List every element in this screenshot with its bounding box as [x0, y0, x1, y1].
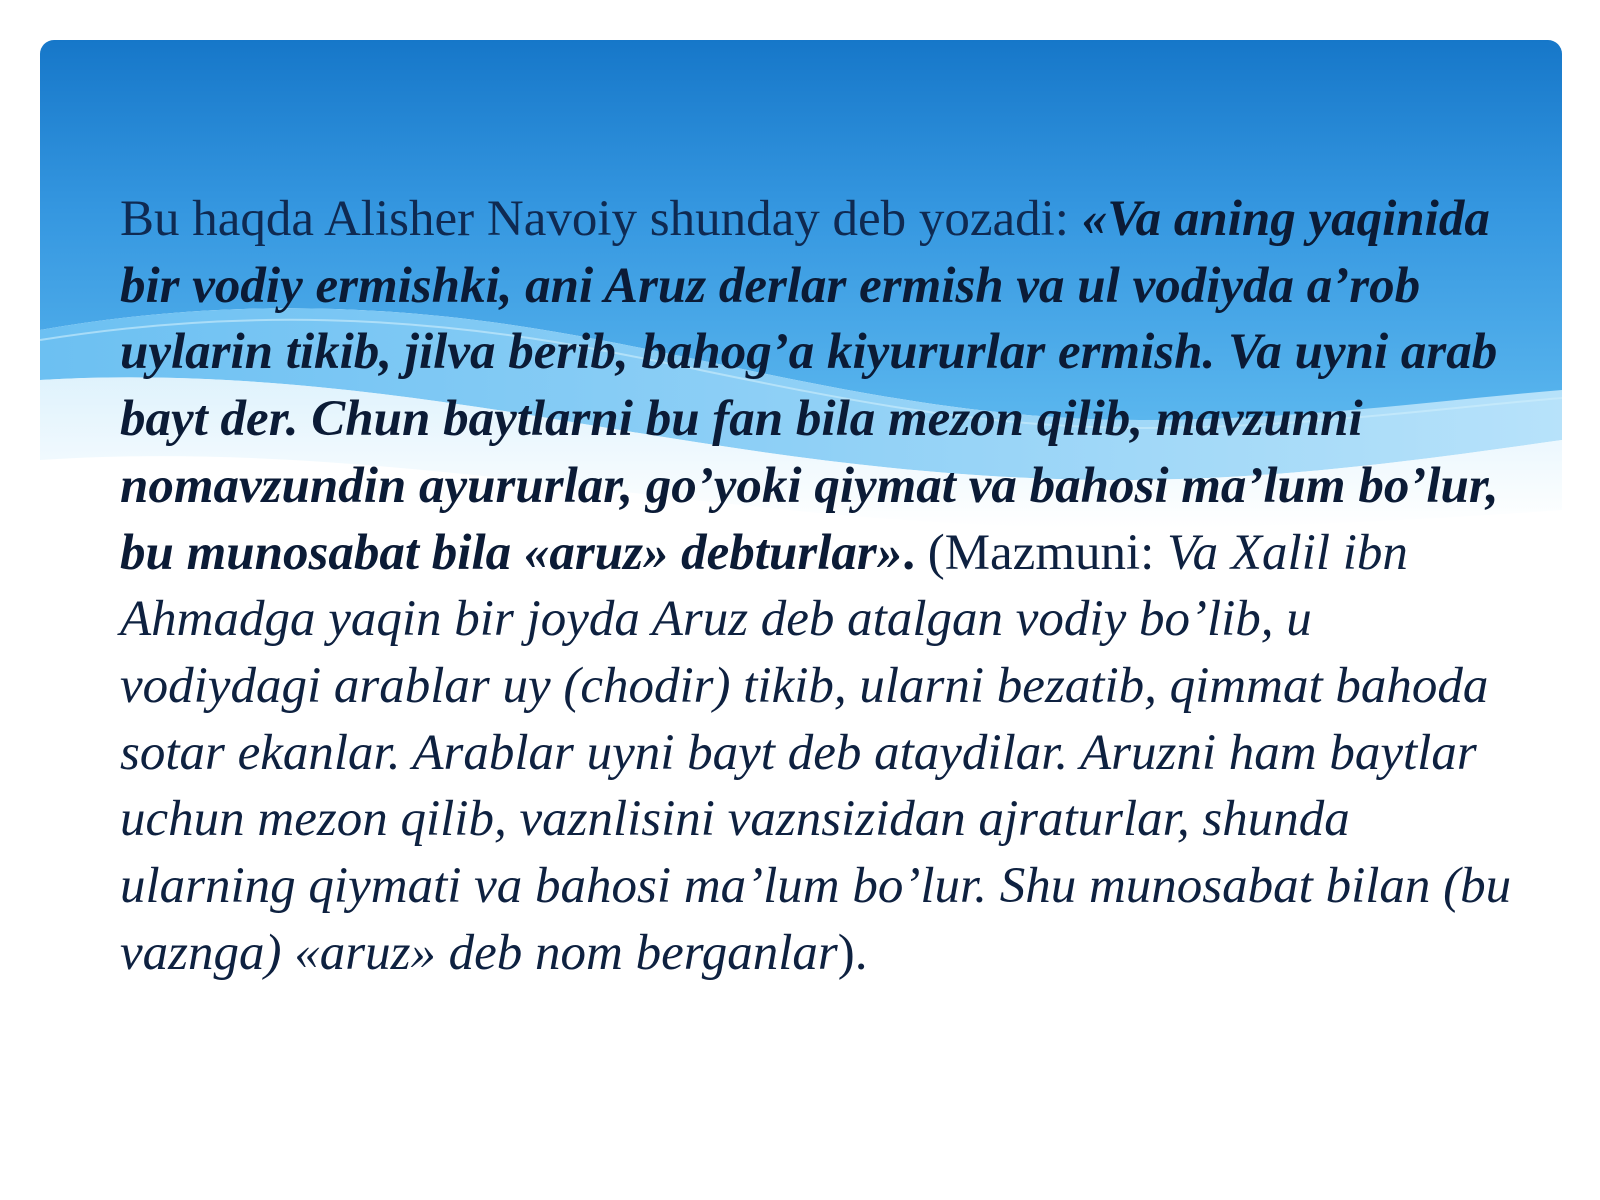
intro-text: Bu haqda Alisher Navoiy shunday deb yozadi:: [120, 191, 1082, 247]
open-paren: (: [914, 524, 945, 581]
meaning-label: Mazmuni:: [944, 524, 1168, 581]
close-paren: ).: [837, 924, 868, 981]
slide-body-text: [120, 186, 1520, 986]
meaning-text: Va Xalil ibn Ahmadga yaqin bir joyda Aruz deb atalgan vodiy bo’lib, u vodiydagi arablar uy (chodir) tikib, ularni bezatib, qimmat bahoda sotar ekanlar. Arablar uyni bayt deb ataydilar. Aruzni ham baytlar uchun mezon qilib, vaznlisini vaznsizidan ajraturlar, shunda ularning qiymati va bahosi ma’lum bo’lur. Shu munosabat bilan (bu vaznga) «aruz» deb nom berganlar: [120, 524, 1512, 981]
quote-end-punctuation: .: [902, 524, 915, 581]
navoiy-quote: «Va aning yaqinida bir vodiy ermishki, ani Aruz derlar ermish va ul vodiyda a’rob uylarin tikib, jilva berib, bahog’a kiyururlar ermish. Va uyni arab bayt der. Chun baytlarni bu fan bila mezon qilib, mavzunni nomavzundin ayururlar, go’yoki qiymat va bahosi ma’lum bo’lur, bu munosabat bila «aruz» debturlar»: [120, 191, 1499, 581]
